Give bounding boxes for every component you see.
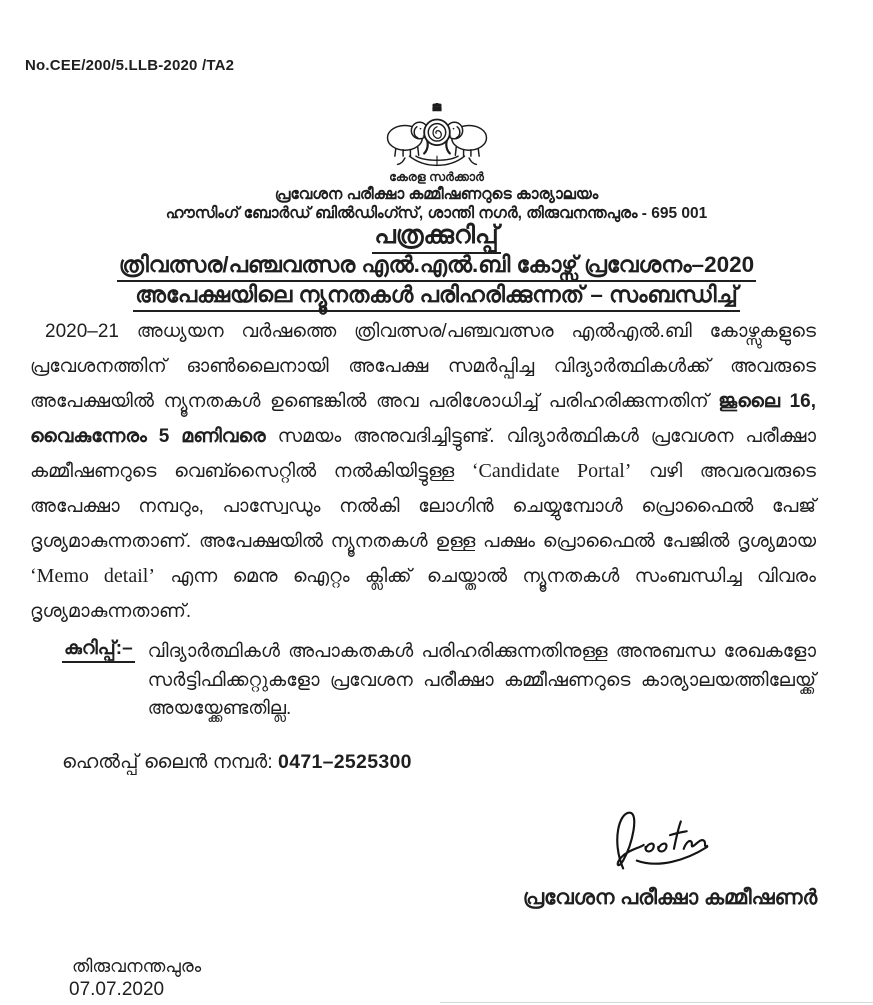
kerala-state-emblem-icon xyxy=(0,103,873,169)
emblem-caption: കേരള സർക്കാർ xyxy=(389,170,484,184)
lion-capital-icon xyxy=(432,103,441,111)
note-label-text: കുറിപ്പ്:– xyxy=(62,638,135,663)
body-text-segment: എന്ന മെനു ഐറ്റം ക്ലിക്ക് ചെയ്താൽ ന്യൂനതകൾ സംബന്ധിച്ച വിവരം ദൃശ്യമാകുന്നതാണ്. xyxy=(30,566,816,622)
footer-date: 07.07.2020 xyxy=(69,979,165,1000)
signatory-designation: പ്രവേശന പരീക്ഷാ കമ്മീഷണർ xyxy=(522,886,818,909)
body-text-segment: സമയം അനുവദിച്ചിട്ടുണ്ട്. വിദ്യാർത്ഥികൾ പ്രവേശന പരീക്ഷാ കമ്മീഷണറുടെ വെബ്സൈറ്റിൽ നൽകിയിട്ടുള്ള xyxy=(30,426,817,482)
left-elephant-icon xyxy=(387,122,427,156)
note-label xyxy=(62,638,135,663)
footer-place: തിരുവനന്തപുരം xyxy=(72,956,202,976)
memo-detail-label: ‘Memo detail’ xyxy=(30,565,156,587)
office-address: ഹൗസിംഗ് ബോർഡ് ബിൽഡിംഗ്സ്, ശാന്തി നഗർ, തിരുവനന്തപുരം - 695 001 xyxy=(165,205,708,222)
emblem-base-ornament xyxy=(397,156,476,165)
body-text-segment: 2020–21 അധ്യയന വർഷത്തെ ത്രിവത്സര/പഞ്ചവത്സര എൽഎൽ.ബി കോഴ്സുകളുടെ പ്രവേശനത്തിന് ഓൺലൈനായി അപേക്ഷ സമർപ്പിച്ച വിദ്യാർത്ഥികൾക്ക് അവരുടെ അപേക്ഷയിൽ ന്യൂനതകൾ ഉണ്ടെങ്കിൽ അവ പരിശോധിച്ച് പരിഹരിക്കുന്നതിന് xyxy=(30,321,816,412)
reference-number: No.CEE/200/5.LLB-2020 /TA2 xyxy=(25,57,235,74)
body-bold-deadline: ജൂലൈ 16, വൈകുന്നേരം 5 മണിവരെ xyxy=(30,391,816,447)
body-text-segment: വഴി അവരവരുടെ അപേക്ഷാ നമ്പറും, പാസ്വേഡും നൽകി ലോഗിൻ ചെയ്യുമ്പോൾ പ്രൊഫൈൽ പേജ് ദൃശ്യമാകുന്നതാണ്. അപേക്ഷയിൽ ന്യൂനതകൾ ഉള്ള പക്ഷം പ്രൊഫൈൽ പേജിൽ ദൃശ്യമായ xyxy=(30,461,816,552)
helpline-label: ഹെൽപ്പ് ലൈൻ നമ്പർ: xyxy=(62,751,273,773)
subject-line-2-text: അപേക്ഷയിലെ ന്യൂനതകൾ പരിഹരിക്കുന്നത് – സംബന്ധിച്ച് xyxy=(133,282,740,312)
right-elephant-icon xyxy=(446,122,486,156)
document-title-text: പത്രക്കുറിപ്പ് xyxy=(372,221,500,254)
subject-line-1 xyxy=(0,252,873,282)
note-text: വിദ്യാർത്ഥികൾ അപാകതകൾ പരിഹരിക്കുന്നതിനുള്ള അനുബന്ധ രേഖകളോ സർട്ടിഫിക്കറ്റുകളോ പ്രവേശന പരീക്ഷാ കമ്മീഷണറുടെ കാര്യാലയത്തിലേയ്ക്ക് അയയ്ക്കേണ്ടതില്ല. xyxy=(147,641,816,719)
document-title xyxy=(0,221,873,254)
helpline-row xyxy=(62,751,412,774)
helpline-number: 0471–2525300 xyxy=(278,751,412,773)
body-paragraph xyxy=(30,314,816,629)
candidate-portal-label: ‘Candidate Portal’ xyxy=(471,460,632,482)
office-name: പ്രവേശന പരീക്ഷാ കമ്മീഷണറുടെ കാര്യാലയം xyxy=(274,186,599,203)
subject-line-1-text: ത്രിവത്സര/പഞ്ചവത്സര എൽ.എൽ.ബി കോഴ്സ് പ്രവേശനം–2020 xyxy=(117,252,756,282)
conch-medallion-icon xyxy=(424,120,450,146)
note-section xyxy=(62,638,816,724)
scan-edge-line xyxy=(440,1002,873,1003)
handwritten-signature-icon xyxy=(592,798,752,886)
subject-line-2 xyxy=(0,282,873,312)
